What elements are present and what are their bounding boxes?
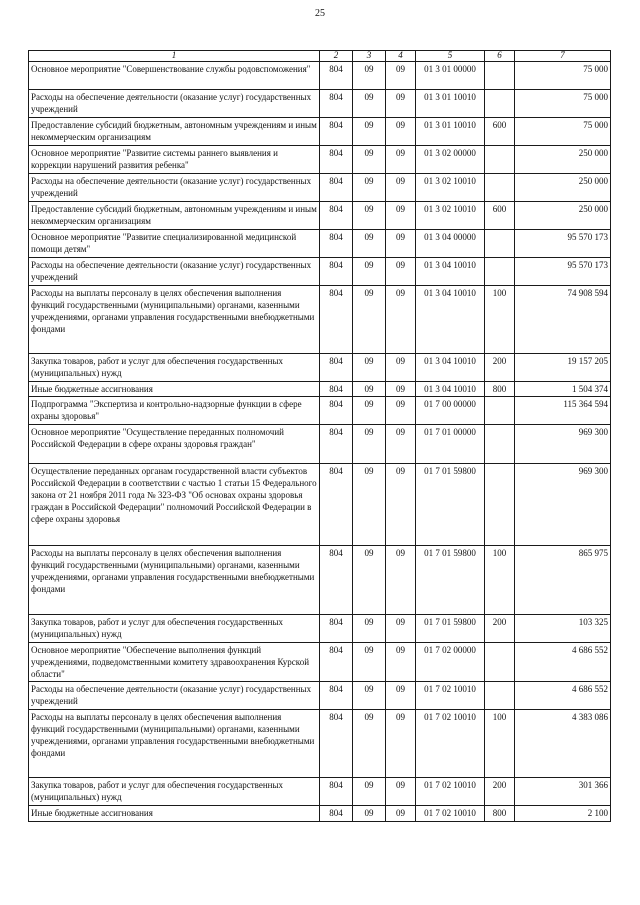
- row-c6: 600: [485, 118, 515, 146]
- header-col-2: 2: [320, 51, 353, 62]
- row-c6: [485, 643, 515, 682]
- row-c3: 09: [353, 118, 386, 146]
- table-row: [29, 62, 611, 90]
- row-c5: 01 7 02 10010: [416, 710, 485, 778]
- row-c7: 95 570 173: [515, 258, 611, 286]
- row-c3: 09: [353, 174, 386, 202]
- row-c2: 804: [320, 425, 353, 464]
- row-c4: 09: [386, 546, 416, 615]
- row-c6: [485, 464, 515, 546]
- row-c7: 19 157 205: [515, 354, 611, 382]
- header-col-5: 5: [416, 51, 485, 62]
- row-c3: 09: [353, 682, 386, 710]
- header-col-7: 7: [515, 51, 611, 62]
- row-c7: 75 000: [515, 62, 611, 90]
- row-name: Расходы на обеспечение деятельности (оказание услуг) государственных учреждений: [29, 258, 320, 286]
- row-c7: 4 686 552: [515, 643, 611, 682]
- row-c6: 200: [485, 778, 515, 806]
- row-c5: 01 3 04 10010: [416, 286, 485, 354]
- row-c3: 09: [353, 202, 386, 230]
- row-c3: 09: [353, 643, 386, 682]
- row-c3: 09: [353, 464, 386, 546]
- row-c4: 09: [386, 397, 416, 425]
- row-c5: 01 7 01 00000: [416, 425, 485, 464]
- row-c3: 09: [353, 354, 386, 382]
- table-row: [29, 615, 611, 643]
- row-c4: 09: [386, 710, 416, 778]
- row-c7: 115 364 594: [515, 397, 611, 425]
- row-c5: 01 3 02 00000: [416, 146, 485, 174]
- row-c3: 09: [353, 397, 386, 425]
- row-c7: 74 908 594: [515, 286, 611, 354]
- row-c7: 969 300: [515, 425, 611, 464]
- row-c2: 804: [320, 90, 353, 118]
- table-row: [29, 546, 611, 615]
- row-c2: 804: [320, 615, 353, 643]
- table-row: [29, 286, 611, 354]
- row-name: Подпрограмма "Экспертиза и контрольно-надзорные функции в сфере охраны здоровья": [29, 397, 320, 425]
- row-c5: 01 7 01 59800: [416, 464, 485, 546]
- row-c7: 75 000: [515, 90, 611, 118]
- row-c5: 01 7 02 10010: [416, 778, 485, 806]
- table-row: [29, 354, 611, 382]
- table-row: [29, 643, 611, 682]
- row-c7: 4 383 086: [515, 710, 611, 778]
- row-c2: 804: [320, 643, 353, 682]
- table-row: [29, 174, 611, 202]
- row-c3: 09: [353, 62, 386, 90]
- row-c5: 01 3 01 10010: [416, 118, 485, 146]
- row-c2: 804: [320, 778, 353, 806]
- table-row: [29, 806, 611, 822]
- row-c5: 01 3 04 00000: [416, 230, 485, 258]
- row-c4: 09: [386, 464, 416, 546]
- row-c5: 01 7 02 00000: [416, 643, 485, 682]
- row-name: Расходы на выплаты персоналу в целях обеспечения выполнения функций государственными (муниципальными) органами, казенными учреждениями, органами управления государственными внебюджетными фондами: [29, 546, 320, 615]
- row-c5: 01 3 04 10010: [416, 258, 485, 286]
- row-c7: 301 366: [515, 778, 611, 806]
- table-row: [29, 682, 611, 710]
- row-c4: 09: [386, 778, 416, 806]
- row-c6: [485, 174, 515, 202]
- row-c2: 804: [320, 258, 353, 286]
- row-c7: 103 325: [515, 615, 611, 643]
- row-c4: 09: [386, 806, 416, 822]
- row-c3: 09: [353, 710, 386, 778]
- row-name: Осуществление переданных органам государственной власти субъектов Российской Федерации в соответствии с частью 1 статьи 15 Федерального закона от 21 ноября 2011 года № 323-ФЗ "Об основах охраны здоровья граждан в Российской Федерации" полномочий Российской Федерации в сфере охраны здоровья: [29, 464, 320, 546]
- row-name: Основное мероприятие "Обеспечение выполнения функций учреждениями, подведомственными комитету здравоохранения Курской области": [29, 643, 320, 682]
- header-col-4: 4: [386, 51, 416, 62]
- table-row: [29, 425, 611, 464]
- row-c6: 600: [485, 202, 515, 230]
- row-name: Закупка товаров, работ и услуг для обеспечения государственных (муниципальных) нужд: [29, 354, 320, 382]
- row-c5: 01 3 04 10010: [416, 382, 485, 397]
- row-c6: [485, 425, 515, 464]
- row-name: Расходы на обеспечение деятельности (оказание услуг) государственных учреждений: [29, 90, 320, 118]
- row-c4: 09: [386, 62, 416, 90]
- row-c5: 01 3 04 10010: [416, 354, 485, 382]
- row-c2: 804: [320, 62, 353, 90]
- table-row: [29, 202, 611, 230]
- page-number: 25: [315, 8, 325, 19]
- budget-table: [28, 50, 611, 822]
- row-c5: 01 3 01 10010: [416, 90, 485, 118]
- row-c2: 804: [320, 354, 353, 382]
- row-c2: 804: [320, 286, 353, 354]
- row-c2: 804: [320, 382, 353, 397]
- row-c4: 09: [386, 643, 416, 682]
- row-name: Предоставление субсидий бюджетным, автономным учреждениям и иным некоммерческим организациям: [29, 118, 320, 146]
- row-c7: 75 000: [515, 118, 611, 146]
- row-c7: 2 100: [515, 806, 611, 822]
- row-c7: 95 570 173: [515, 230, 611, 258]
- table-row: [29, 230, 611, 258]
- row-c2: 804: [320, 202, 353, 230]
- table-row: [29, 382, 611, 397]
- row-name: Основное мероприятие "Развитие системы раннего выявления и коррекции нарушений развития ребенка": [29, 146, 320, 174]
- row-c2: 804: [320, 118, 353, 146]
- row-c3: 09: [353, 258, 386, 286]
- row-name: Расходы на обеспечение деятельности (оказание услуг) государственных учреждений: [29, 682, 320, 710]
- row-c7: 1 504 374: [515, 382, 611, 397]
- row-c6: 100: [485, 286, 515, 354]
- row-c2: 804: [320, 174, 353, 202]
- row-name: Иные бюджетные ассигнования: [29, 806, 320, 822]
- row-c3: 09: [353, 778, 386, 806]
- row-c2: 804: [320, 146, 353, 174]
- row-c3: 09: [353, 146, 386, 174]
- row-c2: 804: [320, 806, 353, 822]
- row-c3: 09: [353, 615, 386, 643]
- row-c6: 100: [485, 710, 515, 778]
- row-c6: 200: [485, 354, 515, 382]
- row-name: Основное мероприятие "Осуществление переданных полномочий Российской Федерации в сфере охраны здоровья граждан": [29, 425, 320, 464]
- row-c7: 250 000: [515, 174, 611, 202]
- table-row: [29, 710, 611, 778]
- row-c6: 200: [485, 615, 515, 643]
- row-c6: [485, 258, 515, 286]
- row-c3: 09: [353, 806, 386, 822]
- row-c5: 01 7 00 00000: [416, 397, 485, 425]
- row-c7: 250 000: [515, 146, 611, 174]
- row-c4: 09: [386, 118, 416, 146]
- row-c2: 804: [320, 230, 353, 258]
- row-c2: 804: [320, 546, 353, 615]
- row-c3: 09: [353, 286, 386, 354]
- row-c7: 969 300: [515, 464, 611, 546]
- row-name: Основное мероприятие "Развитие специализированной медицинской помощи детям": [29, 230, 320, 258]
- row-c4: 09: [386, 425, 416, 464]
- table-row: [29, 778, 611, 806]
- row-c4: 09: [386, 230, 416, 258]
- row-c3: 09: [353, 230, 386, 258]
- table-row: [29, 397, 611, 425]
- row-c4: 09: [386, 258, 416, 286]
- header-col-3: 3: [353, 51, 386, 62]
- row-c3: 09: [353, 90, 386, 118]
- table-header-row: [29, 51, 611, 62]
- row-name: Расходы на обеспечение деятельности (оказание услуг) государственных учреждений: [29, 174, 320, 202]
- row-c6: [485, 230, 515, 258]
- header-col-6: 6: [485, 51, 515, 62]
- row-name: Иные бюджетные ассигнования: [29, 382, 320, 397]
- row-c4: 09: [386, 202, 416, 230]
- row-c6: 800: [485, 382, 515, 397]
- row-c2: 804: [320, 710, 353, 778]
- row-c5: 01 7 01 59800: [416, 615, 485, 643]
- row-name: Основное мероприятие "Совершенствование службы родовспоможения": [29, 62, 320, 90]
- row-c3: 09: [353, 382, 386, 397]
- row-c7: 4 686 552: [515, 682, 611, 710]
- row-c6: 800: [485, 806, 515, 822]
- row-c5: 01 3 02 10010: [416, 174, 485, 202]
- row-c6: 100: [485, 546, 515, 615]
- table-row: [29, 90, 611, 118]
- row-c4: 09: [386, 146, 416, 174]
- table-row: [29, 258, 611, 286]
- table-row: [29, 464, 611, 546]
- row-c4: 09: [386, 615, 416, 643]
- row-c7: 250 000: [515, 202, 611, 230]
- row-c5: 01 3 02 10010: [416, 202, 485, 230]
- table-row: [29, 146, 611, 174]
- row-c4: 09: [386, 174, 416, 202]
- row-c6: [485, 397, 515, 425]
- row-c3: 09: [353, 425, 386, 464]
- row-c4: 09: [386, 354, 416, 382]
- row-name: Закупка товаров, работ и услуг для обеспечения государственных (муниципальных) нужд: [29, 778, 320, 806]
- row-c6: [485, 682, 515, 710]
- row-c5: 01 7 02 10010: [416, 682, 485, 710]
- row-name: Расходы на выплаты персоналу в целях обеспечения выполнения функций государственными (муниципальными) органами, казенными учреждениями, органами управления государственными внебюджетными фондами: [29, 286, 320, 354]
- row-name: Закупка товаров, работ и услуг для обеспечения государственных (муниципальных) нужд: [29, 615, 320, 643]
- header-col-1: 1: [29, 51, 320, 62]
- row-name: Расходы на выплаты персоналу в целях обеспечения выполнения функций государственными (муниципальными) органами, казенными учреждениями, органами управления государственными внебюджетными фондами: [29, 710, 320, 778]
- row-c2: 804: [320, 682, 353, 710]
- row-c3: 09: [353, 546, 386, 615]
- row-c6: [485, 146, 515, 174]
- row-c5: 01 3 01 00000: [416, 62, 485, 90]
- row-c4: 09: [386, 682, 416, 710]
- row-c4: 09: [386, 286, 416, 354]
- row-c5: 01 7 02 10010: [416, 806, 485, 822]
- row-c4: 09: [386, 90, 416, 118]
- row-name: Предоставление субсидий бюджетным, автономным учреждениям и иным некоммерческим организациям: [29, 202, 320, 230]
- row-c4: 09: [386, 382, 416, 397]
- row-c2: 804: [320, 397, 353, 425]
- row-c6: [485, 90, 515, 118]
- table-row: [29, 118, 611, 146]
- row-c5: 01 7 01 59800: [416, 546, 485, 615]
- row-c6: [485, 62, 515, 90]
- row-c2: 804: [320, 464, 353, 546]
- row-c7: 865 975: [515, 546, 611, 615]
